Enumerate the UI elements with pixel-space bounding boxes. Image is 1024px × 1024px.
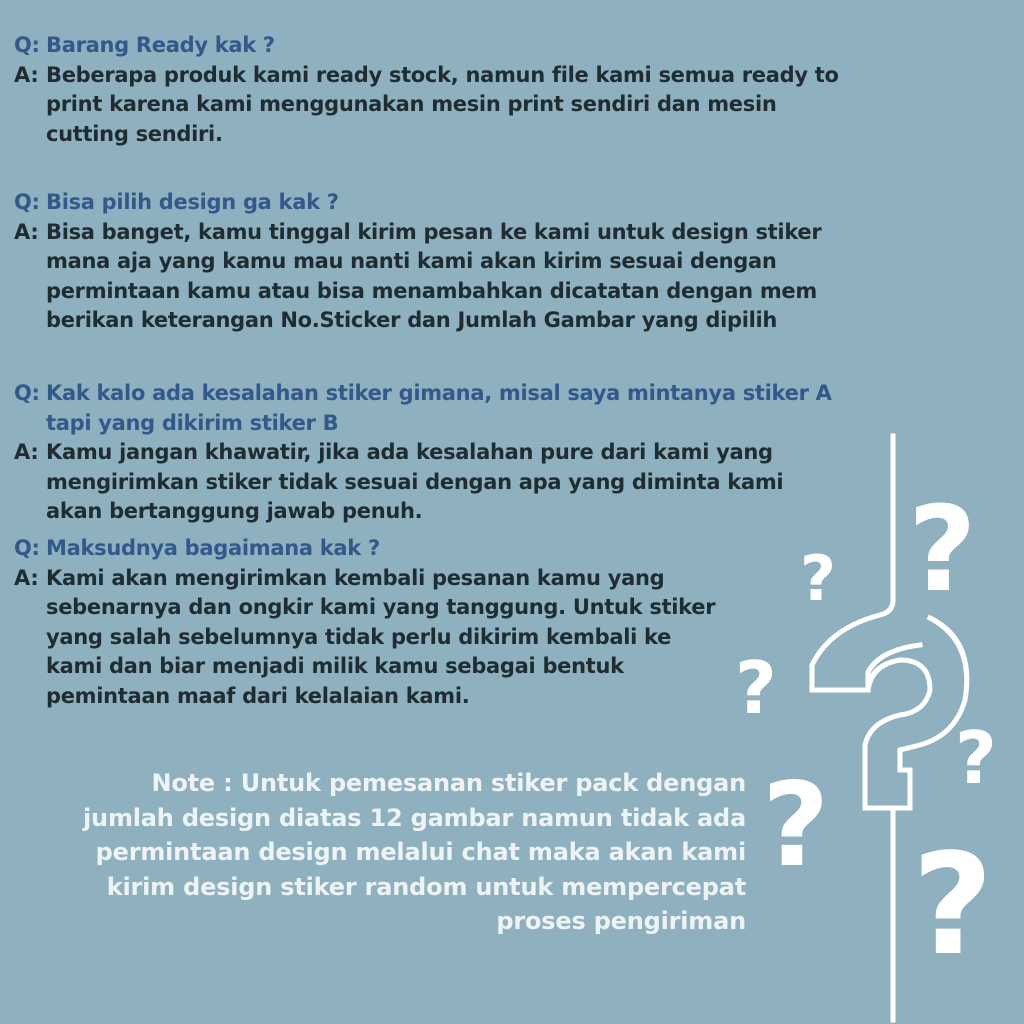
question-mark-icon: ? [912,824,994,987]
question-mark-icon: ? [908,480,977,618]
question-mark-icon: ? [762,758,830,893]
answer-text: Beberapa produk kami ready stock, namun file kami semua ready to [46,62,839,87]
answer-text: Bisa banget, kamu tinggal kirim pesan ke kami untuk design stiker [46,219,822,244]
question-prefix: Q: [14,190,40,214]
note-line: permintaan design melalui chat maka akan kami [95,838,746,866]
answer-text: yang salah sebelumnya tidak perlu dikirim kembali ke [46,624,672,649]
answer-prefix: A: [14,440,39,464]
note-line: proses pengiriman [496,907,746,935]
answer-prefix: A: [14,62,39,87]
note-line: kirim design stiker random untuk mempercepat [106,872,746,901]
answer-text: akan bertanggung jawab penuh. [46,499,423,523]
question-text: Bisa pilih design ga kak ? [46,190,339,214]
question-prefix: Q: [14,536,40,560]
note-label: Note : [151,769,233,797]
answer-text: berikan keterangan No.Sticker dan Jumlah Gambar yang dipilih [46,308,778,332]
answer-text: sebenarnya dan ongkir kami yang tanggung. Untuk stiker [46,595,716,619]
answer-text: print karena kami menggunakan mesin print sendiri dan mesin [46,92,777,116]
answer-prefix: A: [14,565,39,590]
answer-text: Kamu jangan khawatir, jika ada kesalahan pure dari kami yang [46,440,773,464]
question-prefix: Q: [14,33,40,57]
question-text: Kak kalo ada kesalahan stiker gimana, misal saya mintanya stiker A [46,381,832,405]
answer-text: pemintaan maaf dari kelalaian kami. [46,683,470,708]
answer-prefix: A: [14,219,39,244]
question-text: tapi yang dikirim stiker B [46,410,339,435]
answer-text: cutting sendiri. [46,121,223,146]
question-mark-icon: ? [735,646,777,730]
question-mark-icon: ? [955,716,997,800]
note-line: jumlah design diatas 12 gambar namun tidak ada [83,803,746,832]
answer-text: mengirimkan stiker tidak sesuai dengan apa yang diminta kami [46,469,784,494]
answer-text: permintaan kamu atau bisa menambahkan dicatatan dengan mem [46,278,817,303]
answer-text: kami dan biar menjadi milik kamu sebagai bentuk [46,654,624,678]
answer-text: mana aja yang kamu mau nanti kami akan kirim sesuai dengan [46,249,777,273]
question-text: Maksudnya bagaimana kak ? [46,536,380,560]
note-text: Untuk pemesanan stiker pack dengan [240,769,746,797]
question-text: Barang Ready kak ? [46,33,275,57]
question-mark-icon: ? [800,542,836,615]
question-prefix: Q: [14,381,40,405]
answer-text: Kami akan mengirimkan kembali pesanan kamu yang [46,565,665,590]
